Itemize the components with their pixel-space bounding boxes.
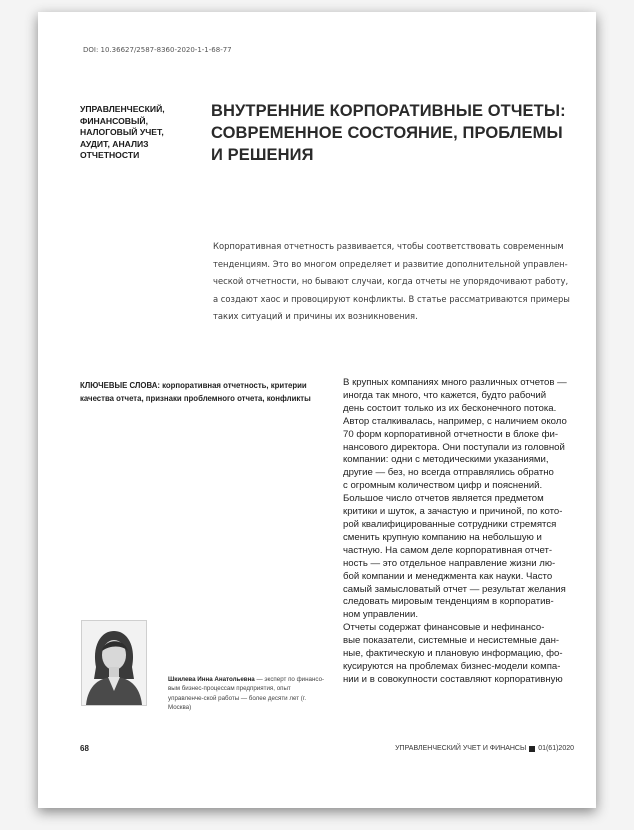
abstract: Корпоративная отчетность развивается, чтобы соответствовать современным тенденциям. Это во многом определяет и развитие дополнительной управлен- ческой отчетности, но бывают случаи, когда отчеты не упорядочивают работу, а создают хаос и провоцируют конфликты. В статье рассматриваются примеры таких ситуаций и причины их возникновения. [213,241,570,322]
square-icon [529,746,535,752]
body-text: В крупных компаниях много различных отчетов — иногда так много, что кажется, будто рабочий день состоит только из их бесконечного потока. Автор сталкивалась, например, с наличием около 70 форм корпоративной отчетности в блоке фи- нансового директора. Они поступали из головной компании: одни с методическими указаниями, другие — без, но всегда отправлялись обратно с огромным количеством цифр и пояснений. Большое число отчетов является предметом критики и шуток, а зачастую и причиной, по кото- рой квалифицированные сотрудники стремятся сменить крупную компанию на небольшую и частную. На самом деле корпоративная отчет- ность — это отдельное направление жизни лю- бой компании и менеджмента как науки. Часто самый замысловатый отчет — результат желания следовать мировым тенденциям в корпоратив- ном управлении. Отчеты содержат финансовые и нефинансо- вые показатели, системные и несистемные дан- ные, фактическую и плановую информацию, фо- кусируются на проблемах бизнес-модели компа- нии и в совокупности составляют корпоративную [343,377,567,685]
article-page [38,12,596,808]
journal-issue: 01(61)2020 [538,745,574,752]
journal-name: УПРАВЛЕНЧЕСКИЙ УЧЕТ И ФИНАНСЫ [395,745,527,752]
author-name: Шкилева Инна Анатольевна [168,676,255,683]
author-portrait-icon [82,621,146,705]
journal-footer [395,745,574,752]
doi-line: DOI: 10.36627/2587-8360-2020-1-1-68-77 [83,46,232,54]
author-info [168,675,328,713]
author-bio: — эксперт по финансо-вым бизнес-процессам предприятия, опыт управленче-ской работы — более десяти лет (г. Москва) [168,676,325,712]
author-photo [81,620,147,706]
keywords: КЛЮЧЕВЫЕ СЛОВА: корпоративная отчетность, критерии качества отчета, признаки проблемного отчета, конфликты [80,381,311,403]
page-number: 68 [80,744,89,753]
article-title: ВНУТРЕННИЕ КОРПОРАТИВНЫЕ ОТЧЕТЫ: СОВРЕМЕННОЕ СОСТОЯНИЕ, ПРОБЛЕМЫ И РЕШЕНИЯ [211,102,566,164]
section-rubric: УПРАВЛЕНЧЕСКИЙ, ФИНАНСОВЫЙ, НАЛОГОВЫЙ УЧЕТ, АУДИТ, АНАЛИЗ ОТЧЕТНОСТИ [80,104,165,160]
